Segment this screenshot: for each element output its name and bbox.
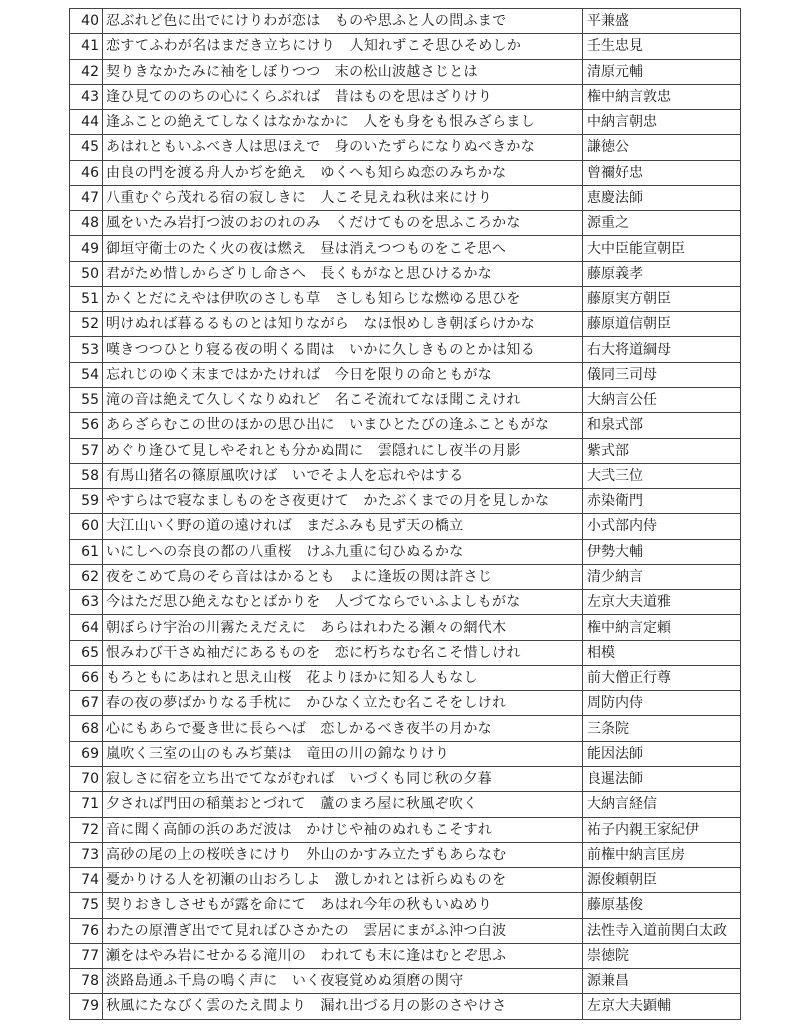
poem-number: 41 <box>70 34 103 59</box>
poem-text: 夜をこめて鳥のそら音ははかるとも よに逢坂の関は許さじ <box>103 564 583 589</box>
table-row <box>70 34 741 59</box>
poem-number: 47 <box>70 185 103 210</box>
poem-text: 有馬山猪名の篠原風吹けば いでそよ人を忘れやはする <box>103 463 583 488</box>
poem-author: 左京大夫顕輔 <box>583 994 741 1019</box>
table-row <box>70 160 741 185</box>
table-row <box>70 842 741 867</box>
poem-number: 43 <box>70 84 103 109</box>
poem-number: 53 <box>70 337 103 362</box>
poem-number: 42 <box>70 59 103 84</box>
table-row <box>70 792 741 817</box>
table-row <box>70 59 741 84</box>
poem-text: 滝の音は絶えて久しくなりぬれど 名こそ流れてなほ聞こえけれ <box>103 387 583 412</box>
poem-number: 65 <box>70 640 103 665</box>
poem-text: 忍ぶれど色に出でにけりわが恋は ものや思ふと人の問ふまで <box>103 9 583 34</box>
poem-table <box>69 8 741 1020</box>
poem-author: 赤染衛門 <box>583 489 741 514</box>
poem-number: 63 <box>70 590 103 615</box>
poem-author: 藤原実方朝臣 <box>583 286 741 311</box>
table-row <box>70 489 741 514</box>
poem-author: 藤原義孝 <box>583 261 741 286</box>
poem-number: 72 <box>70 817 103 842</box>
table-row <box>70 387 741 412</box>
poem-number: 60 <box>70 514 103 539</box>
poem-author: 和泉式部 <box>583 413 741 438</box>
poem-number: 51 <box>70 286 103 311</box>
poem-text: 恨みわび干さぬ袖だにあるものを 恋に朽ちなむ名こそ惜しけれ <box>103 640 583 665</box>
poem-author: 前大僧正行尊 <box>583 665 741 690</box>
poem-number: 71 <box>70 792 103 817</box>
poem-text: 寂しさに宿を立ち出でてながむれば いづくも同じ秋の夕暮 <box>103 766 583 791</box>
poem-author: 謙徳公 <box>583 135 741 160</box>
poem-author: 清少納言 <box>583 564 741 589</box>
poem-text: いにしへの奈良の都の八重桜 けふ九重に匂ひぬるかな <box>103 539 583 564</box>
poem-author: 清原元輔 <box>583 59 741 84</box>
poem-number: 40 <box>70 9 103 34</box>
poem-number: 68 <box>70 716 103 741</box>
poem-number: 67 <box>70 691 103 716</box>
table-row <box>70 110 741 135</box>
table-row <box>70 236 741 261</box>
poem-author: 法性寺入道前関白太政 <box>583 918 741 943</box>
poem-text: 君がため惜しからざりし命さへ 長くもがなと思ひけるかな <box>103 261 583 286</box>
table-row <box>70 286 741 311</box>
poem-number: 73 <box>70 842 103 867</box>
poem-author: 源兼昌 <box>583 969 741 994</box>
poem-text: 契りきなかたみに袖をしぼりつつ 末の松山波越さじとは <box>103 59 583 84</box>
poem-number: 54 <box>70 362 103 387</box>
table-row <box>70 337 741 362</box>
poem-text: 嵐吹く三室の山のもみぢ葉は 竜田の川の錦なりけり <box>103 741 583 766</box>
table-row <box>70 741 741 766</box>
table-row <box>70 514 741 539</box>
poem-number: 75 <box>70 893 103 918</box>
table-row <box>70 640 741 665</box>
poem-number: 49 <box>70 236 103 261</box>
poem-text: 契りおきしさせもが露を命にて あはれ今年の秋もいぬめり <box>103 893 583 918</box>
poem-author: 相模 <box>583 640 741 665</box>
poem-text: 風をいたみ岩打つ波のおのれのみ くだけてものを思ふころかな <box>103 211 583 236</box>
poem-number: 52 <box>70 312 103 337</box>
poem-text: 逢ひ見てののちの心にくらぶれば 昔はものを思はざりけり <box>103 84 583 109</box>
table-row <box>70 918 741 943</box>
table-row <box>70 413 741 438</box>
poem-text: 高砂の尾の上の桜咲きにけり 外山のかすみ立たずもあらなむ <box>103 842 583 867</box>
poem-text: 恋すてふわが名はまだき立ちにけり 人知れずこそ思ひそめしか <box>103 34 583 59</box>
table-row <box>70 868 741 893</box>
poem-author: 源重之 <box>583 211 741 236</box>
poem-text: めぐり逢ひて見しやそれとも分かぬ間に 雲隠れにし夜半の月影 <box>103 438 583 463</box>
poem-number: 62 <box>70 564 103 589</box>
poem-author: 大中臣能宣朝臣 <box>583 236 741 261</box>
poem-author: 平兼盛 <box>583 9 741 34</box>
poem-number: 79 <box>70 994 103 1019</box>
poem-text: わたの原漕ぎ出でて見ればひさかたの 雲居にまがふ沖つ白波 <box>103 918 583 943</box>
poem-author: 紫式部 <box>583 438 741 463</box>
poem-text: 春の夜の夢ばかりなる手枕に かひなく立たむ名こそをしけれ <box>103 691 583 716</box>
poem-text: 秋風にたなびく雲のたえ間より 漏れ出づる月の影のさやけさ <box>103 994 583 1019</box>
poem-author: 崇徳院 <box>583 943 741 968</box>
table-row <box>70 9 741 34</box>
poem-number: 48 <box>70 211 103 236</box>
poem-text: 明けぬれば暮るるものとは知りながら なほ恨めしき朝ぼらけかな <box>103 312 583 337</box>
poem-text: 由良の門を渡る舟人かぢを絶え ゆくへも知らぬ恋のみちかな <box>103 160 583 185</box>
poem-author: 良暹法師 <box>583 766 741 791</box>
poem-number: 45 <box>70 135 103 160</box>
poem-number: 58 <box>70 463 103 488</box>
poem-author: 中納言朝忠 <box>583 110 741 135</box>
poem-author: 伊勢大輔 <box>583 539 741 564</box>
poem-author: 周防内侍 <box>583 691 741 716</box>
table-row <box>70 893 741 918</box>
poem-list-sheet <box>69 8 740 1020</box>
poem-number: 57 <box>70 438 103 463</box>
table-row <box>70 691 741 716</box>
poem-text: 心にもあらで憂き世に長らへば 恋しかるべき夜半の月かな <box>103 716 583 741</box>
table-row <box>70 185 741 210</box>
table-row <box>70 135 741 160</box>
poem-author: 権中納言敦忠 <box>583 84 741 109</box>
poem-text: 嘆きつつひとり寝る夜の明くる間は いかに久しきものとかは知る <box>103 337 583 362</box>
table-row <box>70 969 741 994</box>
table-row <box>70 590 741 615</box>
table-row <box>70 312 741 337</box>
table-row <box>70 665 741 690</box>
poem-author: 三条院 <box>583 716 741 741</box>
poem-author: 能因法師 <box>583 741 741 766</box>
table-row <box>70 716 741 741</box>
poem-author: 藤原基俊 <box>583 893 741 918</box>
poem-number: 66 <box>70 665 103 690</box>
poem-number: 77 <box>70 943 103 968</box>
poem-author: 儀同三司母 <box>583 362 741 387</box>
poem-number: 64 <box>70 615 103 640</box>
table-row <box>70 539 741 564</box>
poem-author: 右大将道綱母 <box>583 337 741 362</box>
table-row <box>70 564 741 589</box>
table-row <box>70 362 741 387</box>
table-row <box>70 817 741 842</box>
poem-text: あはれともいふべき人は思ほえで 身のいたずらになりぬべきかな <box>103 135 583 160</box>
poem-text: やすらはで寝なましものをさ夜更けて かたぶくまでの月を見しかな <box>103 489 583 514</box>
table-row <box>70 211 741 236</box>
poem-text: 夕されば門田の稲葉おとづれて 蘆のまろ屋に秋風ぞ吹く <box>103 792 583 817</box>
poem-number: 59 <box>70 489 103 514</box>
table-row <box>70 943 741 968</box>
poem-author: 権中納言定頼 <box>583 615 741 640</box>
table-row <box>70 438 741 463</box>
poem-author: 祐子内親王家紀伊 <box>583 817 741 842</box>
poem-author: 大納言公任 <box>583 387 741 412</box>
poem-author: 源俊頼朝臣 <box>583 868 741 893</box>
poem-text: 瀬をはやみ岩にせかるる滝川の われても末に逢はむとぞ思ふ <box>103 943 583 968</box>
table-row <box>70 766 741 791</box>
poem-number: 78 <box>70 969 103 994</box>
poem-author: 恵慶法師 <box>583 185 741 210</box>
poem-author: 大納言経信 <box>583 792 741 817</box>
poem-number: 50 <box>70 261 103 286</box>
table-row <box>70 261 741 286</box>
poem-author: 小式部内侍 <box>583 514 741 539</box>
poem-text: 朝ぼらけ宇治の川霧たえだえに あらはれわたる瀬々の網代木 <box>103 615 583 640</box>
table-row <box>70 615 741 640</box>
poem-text: かくとだにえやは伊吹のさしも草 さしも知らじな燃ゆる思ひを <box>103 286 583 311</box>
poem-text: 御垣守衛士のたく火の夜は燃え 昼は消えつつものをこそ思へ <box>103 236 583 261</box>
poem-number: 46 <box>70 160 103 185</box>
poem-author: 左京大夫道雅 <box>583 590 741 615</box>
poem-text: 憂かりける人を初瀬の山おろしよ 激しかれとは祈らぬものを <box>103 868 583 893</box>
table-row <box>70 994 741 1019</box>
poem-number: 76 <box>70 918 103 943</box>
poem-author: 藤原道信朝臣 <box>583 312 741 337</box>
poem-author: 大弐三位 <box>583 463 741 488</box>
poem-number: 70 <box>70 766 103 791</box>
poem-text: 淡路島通ふ千鳥の鳴く声に いく夜寝覚めぬ須磨の関守 <box>103 969 583 994</box>
poem-number: 61 <box>70 539 103 564</box>
poem-author: 壬生忠見 <box>583 34 741 59</box>
poem-text: 八重むぐら茂れる宿の寂しきに 人こそ見えね秋は来にけり <box>103 185 583 210</box>
poem-text: もろともにあはれと思え山桜 花よりほかに知る人もなし <box>103 665 583 690</box>
table-row <box>70 84 741 109</box>
poem-text: 忘れじのゆく末まではかたければ 今日を限りの命ともがな <box>103 362 583 387</box>
poem-text: 今はただ思ひ絶えなむとばかりを 人づてならでいふよしもがな <box>103 590 583 615</box>
poem-text: 逢ふことの絶えてしなくはなかなかに 人をも身をも恨みざらまし <box>103 110 583 135</box>
poem-text: 音に聞く高師の浜のあだ波は かけじや袖のぬれもこそすれ <box>103 817 583 842</box>
poem-rows <box>70 9 741 1020</box>
poem-number: 56 <box>70 413 103 438</box>
poem-number: 74 <box>70 868 103 893</box>
poem-number: 55 <box>70 387 103 412</box>
poem-author: 曾禰好忠 <box>583 160 741 185</box>
poem-text: 大江山いく野の道の遠ければ まだふみも見ず天の橋立 <box>103 514 583 539</box>
table-row <box>70 463 741 488</box>
poem-text: あらざらむこの世のほかの思ひ出に いまひとたびの逢ふこともがな <box>103 413 583 438</box>
poem-number: 44 <box>70 110 103 135</box>
poem-number: 69 <box>70 741 103 766</box>
poem-author: 前権中納言匡房 <box>583 842 741 867</box>
